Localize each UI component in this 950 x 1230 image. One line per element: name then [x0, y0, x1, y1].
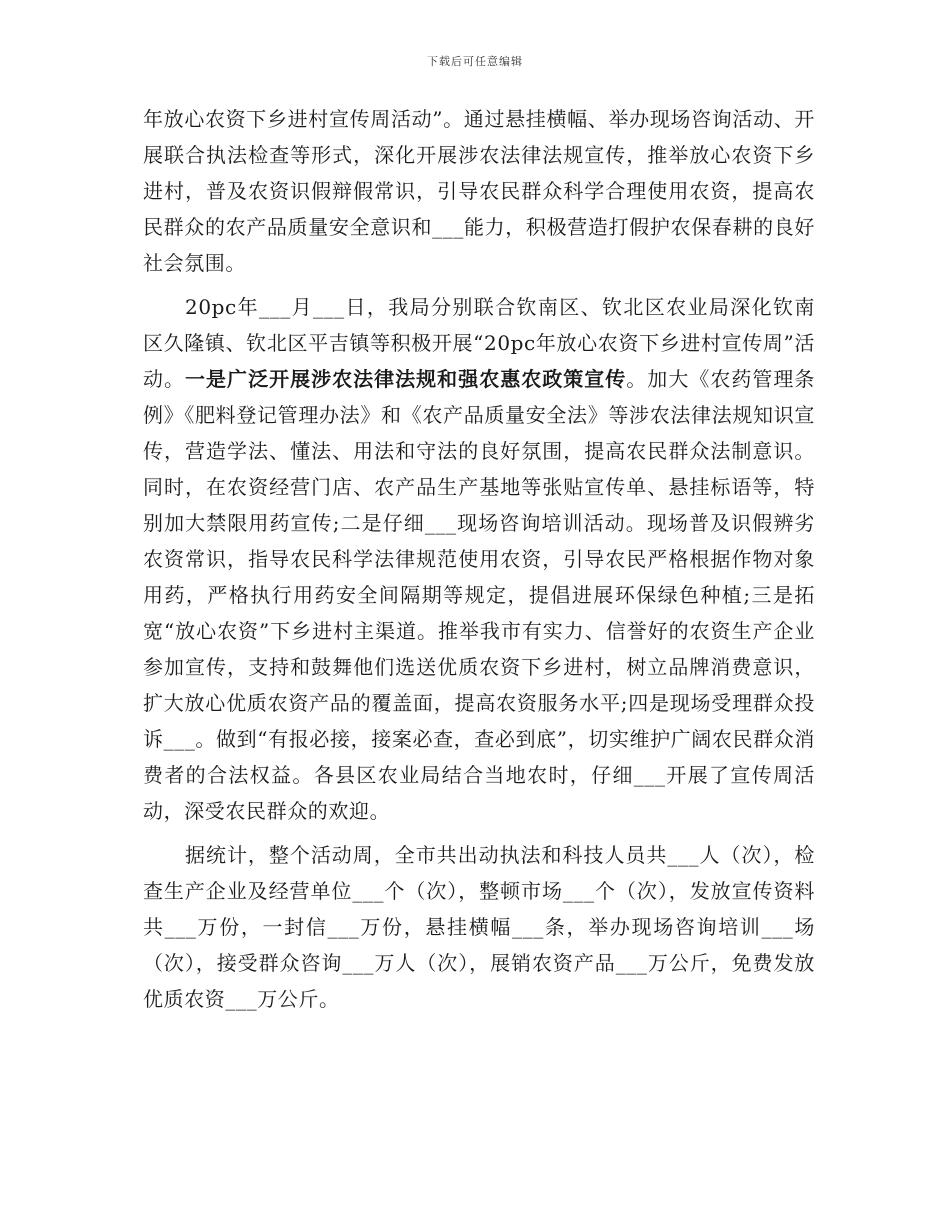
- document-body: [143, 101, 815, 1017]
- paragraph-3: 据统计，整个活动周，全市共出动执法和科技人员共___人（次），检查生产企业及经营单位___个（次），整顿市场___个（次），发放宣传资料共___万份，一封信___万份，悬挂横幅___条，举办现场咨询培训___场（次），接受群众咨询___万人（次），展销农资产品___万公斤，免费发放优质农资___万公斤。: [143, 843, 815, 1011]
- paragraph-2-rest: 。加大《农药管理条例》《肥料登记管理办法》和《农产品质量安全法》等涉农法律法规知识宣传，营造学法、懂法、用法和守法的良好氛围，提高农民群众法制意识。同时，在农资经营门店、农产品生产基地等张贴宣传单、悬挂标语等，特别加大禁限用药宣传;二是仔细___现场咨询培训活动。现场普及识假辨劣农资常识，指导农民科学法律规范使用农资，引导农民严格根据作物对象用药，严格执行用药安全间隔期等规定，提倡进展环保绿色种植;三是拓宽“放心农资”下乡进村主渠道。推举我市有实力、信誉好的农资生产企业参加宣传，支持和鼓舞他们选送优质农资下乡进村，树立品牌消费意识，扩大放心优质农资产品的覆盖面，提高农资服务水平;四是现场受理群众投诉___。做到“有报必接，接案必查，查必到底”，切实维护广阔农民群众消费者的合法权益。各县区农业局结合当地农时，仔细___开展了宣传周活动，深受农民群众的欢迎。: [143, 367, 815, 823]
- page-header-note: 下载后可任意编辑: [427, 55, 523, 68]
- paragraph-1: 年放心农资下乡进村宣传周活动”。通过悬挂横幅、举办现场咨询活动、开展联合执法检查等形式，深化开展涉农法律法规宣传，推举放心农资下乡进村，普及农资识假辩假常识，引导农民群众科学合理使用农资，提高农民群众的农产品质量安全意识和___能力，积极营造打假护农保春耕的良好社会氛围。: [143, 107, 815, 275]
- paragraph-2-lead: 20pc年___月___日，我局分别联合钦南区、钦北区农业局深化钦南区久隆镇、钦北区平吉镇等积极开展“20pc年放心农资下乡进村宣传周”活动。: [143, 295, 815, 391]
- paragraph-2: [143, 289, 815, 829]
- paragraph-2-bold-heading: 一是广泛开展涉农法律法规和强农惠农政策宣传: [185, 367, 627, 391]
